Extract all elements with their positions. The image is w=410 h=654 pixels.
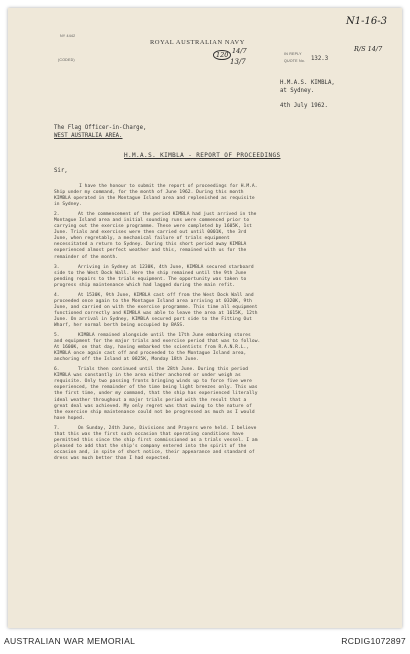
document-page — [8, 8, 402, 628]
handwritten-file-ref: N1-16-3 — [346, 16, 387, 27]
paragraph-number: 6. — [54, 367, 60, 373]
archive-footer — [0, 636, 410, 650]
report-title: H.M.A.S. KIMBLA - REPORT OF PROCEEDINGS — [124, 152, 281, 159]
recipient-line-1: The Flag Officer-in-Charge, — [54, 125, 147, 131]
quote-no-label: QUOTE No. — [284, 59, 306, 63]
handwritten-number-b: 13/7 — [230, 58, 246, 66]
recipient-line-2: WEST AUSTRALIA AREA. — [54, 133, 123, 139]
salutation: Sir, — [54, 168, 68, 174]
circled-number: 120 — [213, 50, 231, 60]
paragraph-number: 2. — [54, 212, 60, 218]
corner-form-code: NY 4442 — [60, 34, 76, 38]
paragraph-number: 3. — [54, 264, 60, 270]
paragraph-7: 7. On Sunday, 24th June, Divisions and Prayers were held. I believe that this was the first such occasion that operating conditions have permitted this since the ship first commissioned as a trials vessel. I am pleased to add that the ship's company entered into the spirit of the occasion and, in spite of short notice, their appearance and standard of dress was much better than I had expected. — [54, 425, 258, 461]
paragraph-5: 5. KIMBLA remained alongside until the 17th June embarking stores and equipment for the major trials and exercise period that was to follow. At 1600K, on that day, having embarked the scientists from R.A.N.R.L., KIMBLA once again cast off and proceeded to the Montague Island area, anchoring off the Island at 0825K, Monday 18th June. — [54, 333, 261, 363]
navy-letterhead-title: ROYAL AUSTRALIAN NAVY — [150, 39, 245, 46]
handwritten-initials: R/S 14/7 — [354, 45, 383, 53]
sender-place: at Sydney. — [280, 88, 315, 94]
paragraph-6: 6. Trials then continued until the 28th June. During this period KIMBLA was constantly in the area either anchored or under weigh as requisite. Only two passing fronts bringing winds up to force five were experienced, the remainder of the time being light breezes only. This was the first time, under my command, that the ship has experienced literally ideal weather throughout a major trials period with the result that a great deal was achieved. My only regret was that owing to the nature of the exercise ship maintenance could not be progressed as much as I would have hoped. — [54, 367, 258, 421]
paragraph-number: 7. — [54, 425, 60, 431]
letter-date: 4th July 1962. — [280, 103, 328, 109]
paragraph-1: I have the honour to submit the report of proceedings for H.M.A. Ship under my command, for the month of June 1962. During this month KIMBLA operated in the Montague Island area and replenished as requisite in Sydney. — [54, 184, 258, 208]
paragraph-4: 4. At 1530K, 9th June, KIMBLA cast off from the West Dock Wall and proceeded once again to the Montague Island area arriving at 0320K, 9th June, and carried on with the exercise programme. This time all equipment functioned correctly and KIMBLA was able to leave the area at 1615K, 12th June. On arrival in Sydney, KIMBLA secured port side to the Fitting Out Wharf, her normal berth being occupied by BASS. — [54, 292, 258, 328]
paragraph-3: 3. Arriving in Sydney at 1230K, 4th June, KIMBLA secured starboard side to the West Dock Wall. Here the ship remained until the 9th June pending repairs to the trials equipment. The opportunity was taken to progress ship maintenance which had lagged during the main refit. — [54, 264, 254, 288]
paragraph-2: 2. At the commencement of the period KIMBLA had just arrived in the Montague Island area and initial sounding runs were commenced prior to carrying out the exercise programme. These were completed by 1605K, 1st June. Trials and exercises were then carried out until 0001K, the 3rd June, when regretably, a mechanical failure of trials equipment necessitated a return to Sydney. During this short period away KIMBLA experienced almost perfect weather and this, remained with us for the remainder of the month. — [54, 212, 257, 260]
quote-number: 132.3 — [311, 56, 329, 62]
in-reply-label: IN REPLY — [284, 52, 302, 56]
paragraph-number: 5. — [54, 333, 60, 339]
sender-ship: H.M.A.S. KIMBLA, — [280, 80, 335, 86]
paragraph-number: 4. — [54, 292, 60, 298]
archive-name: AUSTRALIAN WAR MEMORIAL — [4, 636, 136, 646]
report-body — [54, 184, 368, 466]
archive-record-id: RCDIG1072897 — [341, 636, 406, 646]
coded-label: (CODED) — [58, 58, 75, 62]
handwritten-number-a: 14/7 — [232, 47, 247, 55]
